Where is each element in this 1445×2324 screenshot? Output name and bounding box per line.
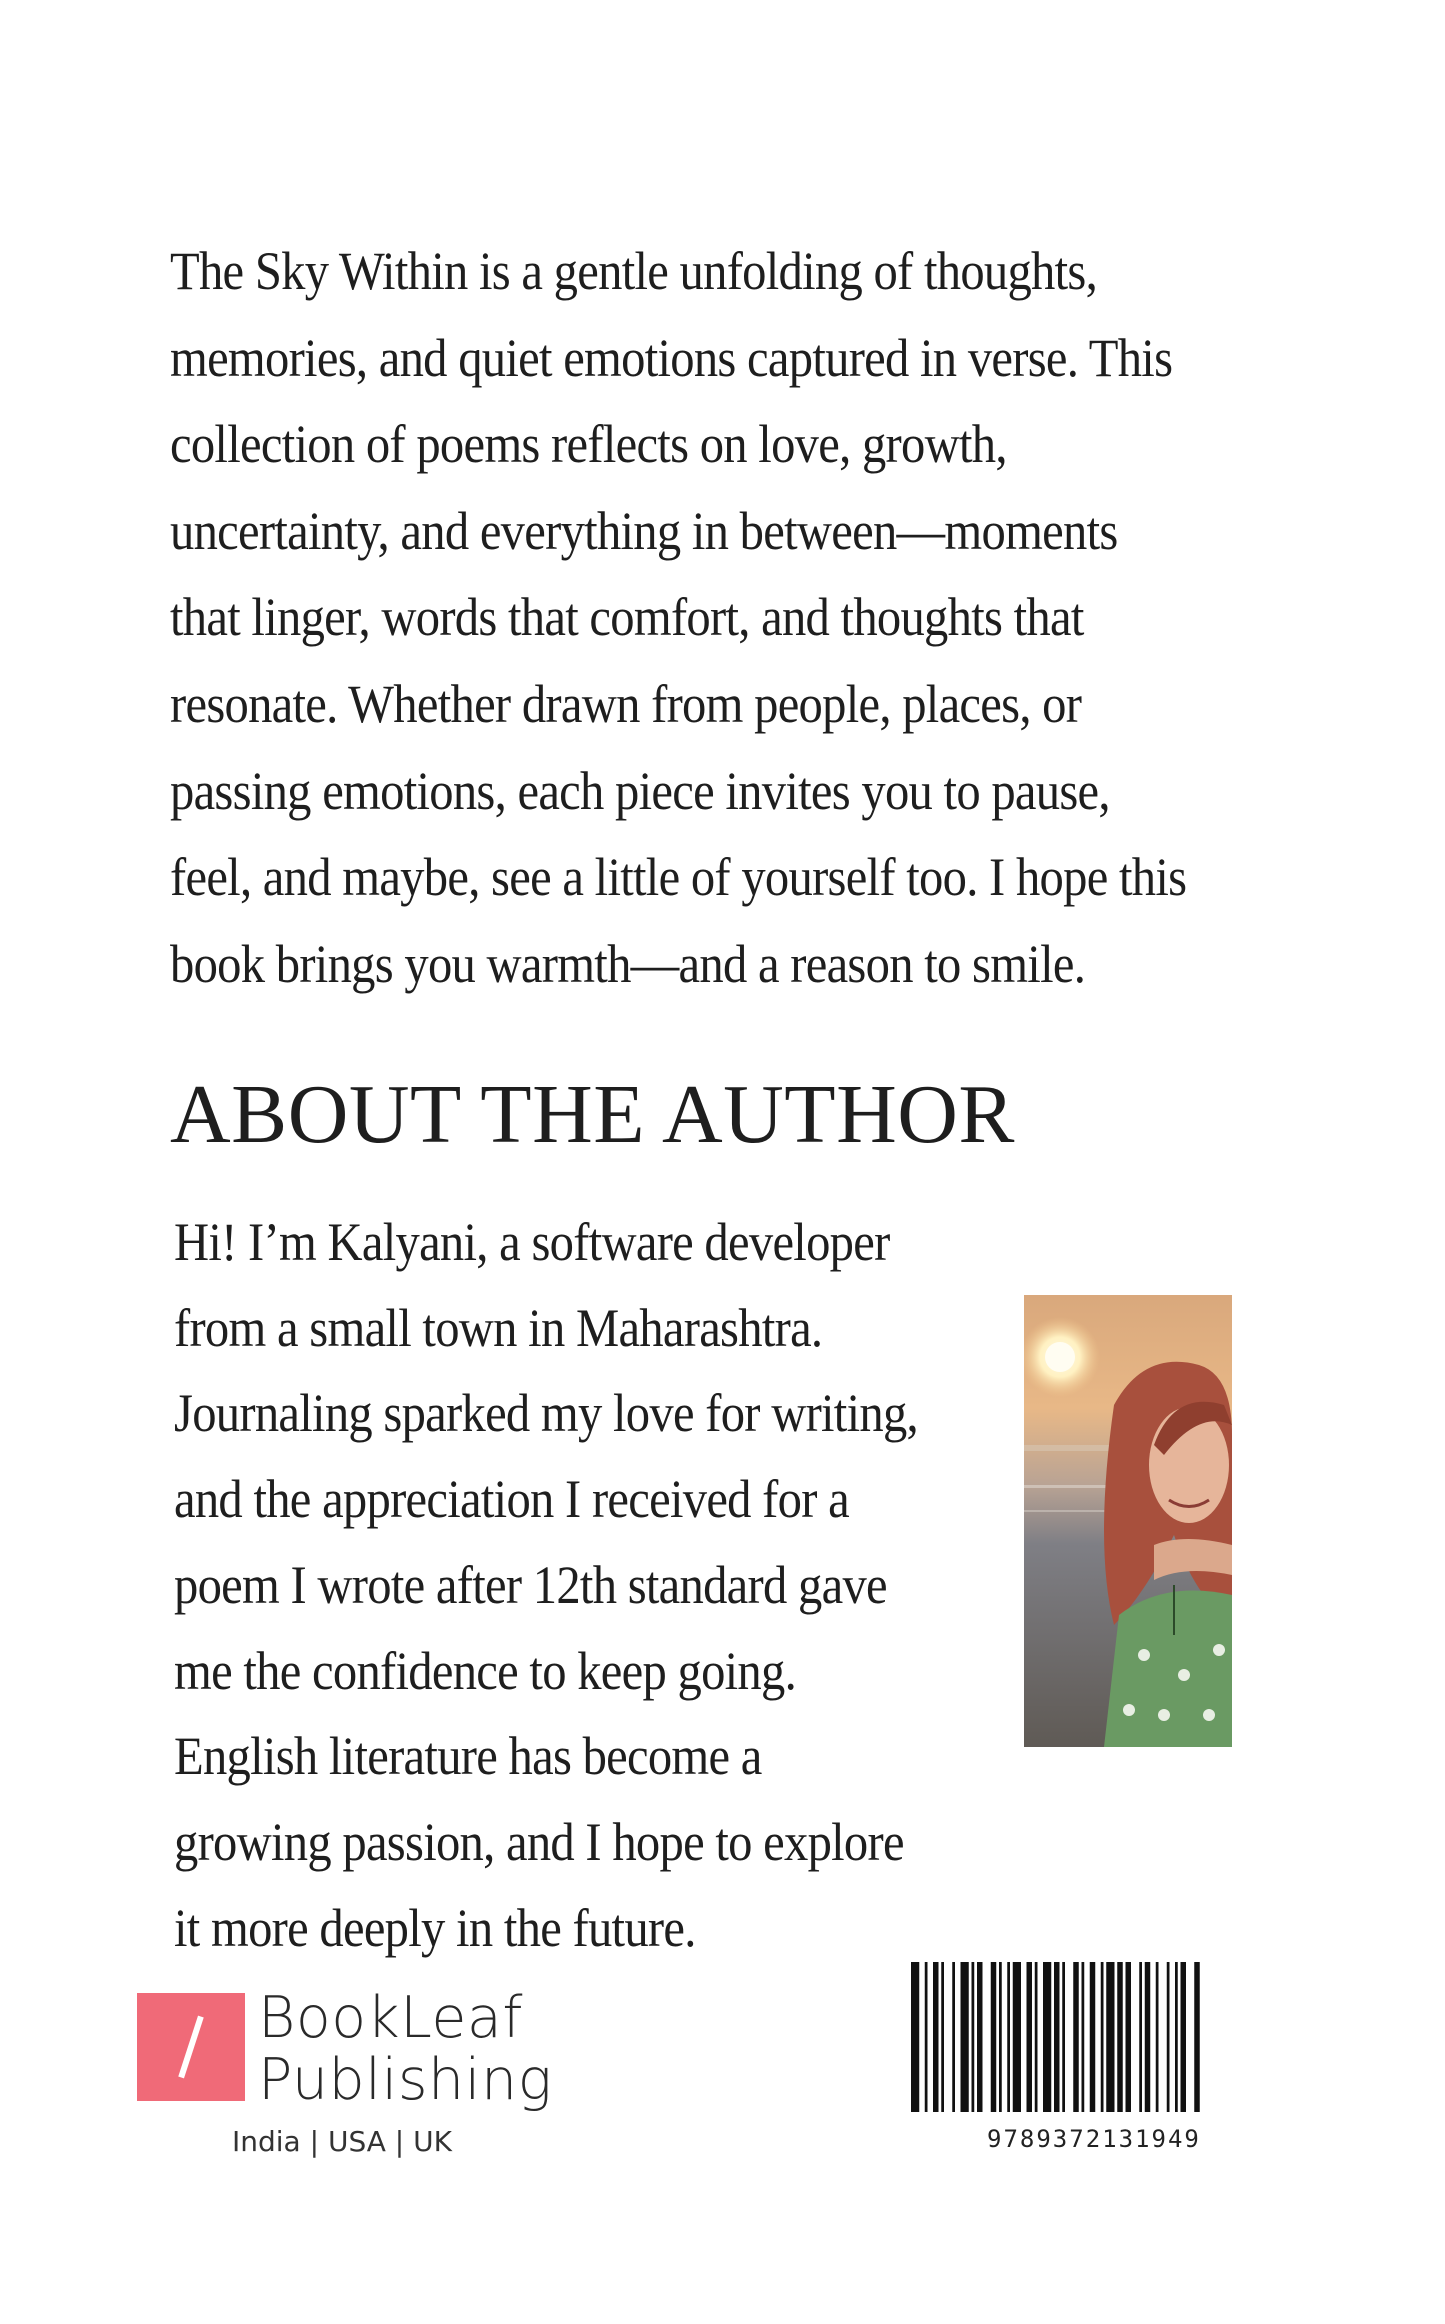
about-author-heading: ABOUT THE AUTHOR: [170, 1068, 1015, 1161]
blurb-line: memories, and quiet emotions captured in verse. This: [170, 327, 1173, 388]
bio-line: me the confidence to keep going.: [174, 1640, 797, 1701]
barcode-icon: [911, 1962, 1297, 2112]
publisher-name-line2: Publishing: [258, 2047, 553, 2113]
publisher-name-line1: BookLeaf: [258, 1985, 523, 2051]
blurb-line: that linger, words that comfort, and thoughts that: [170, 587, 1084, 648]
publisher-logo-icon: [137, 1993, 245, 2101]
bio-line: poem I wrote after 12th standard gave: [174, 1554, 887, 1615]
blurb-line: resonate. Whether drawn from people, places, or: [170, 673, 1082, 734]
publisher-regions: India | USA | UK: [232, 2125, 452, 2158]
bio-line: growing passion, and I hope to explore: [174, 1811, 904, 1872]
bio-line: from a small town in Maharashtra.: [174, 1297, 823, 1358]
publisher-name: [258, 1987, 552, 2111]
bio-line: English literature has become a: [174, 1726, 762, 1787]
isbn-number: 9789372131949: [987, 2125, 1201, 2153]
blurb-line: The Sky Within is a gentle unfolding of thoughts,: [170, 241, 1098, 301]
blurb-line: uncertainty, and everything in between—moments: [170, 500, 1118, 561]
author-photo: [1024, 1295, 1232, 1747]
bio-line: Journaling sparked my love for writing,: [174, 1383, 918, 1444]
bio-line: and the appreciation I received for a: [174, 1469, 849, 1530]
bio-line: Hi! I’m Kalyani, a software developer: [174, 1212, 890, 1272]
bio-line: it more deeply in the future.: [174, 1897, 696, 1958]
blurb-line: feel, and maybe, see a little of yourself too. I hope this: [170, 847, 1187, 908]
blurb-line: book brings you warmth—and a reason to smile.: [170, 933, 1086, 994]
blurb-line: collection of poems reflects on love, growth,: [170, 414, 1007, 475]
back-cover-blurb: [170, 228, 1187, 1007]
author-bio: [174, 1200, 984, 1971]
blurb-line: passing emotions, each piece invites you to pause,: [170, 760, 1110, 821]
